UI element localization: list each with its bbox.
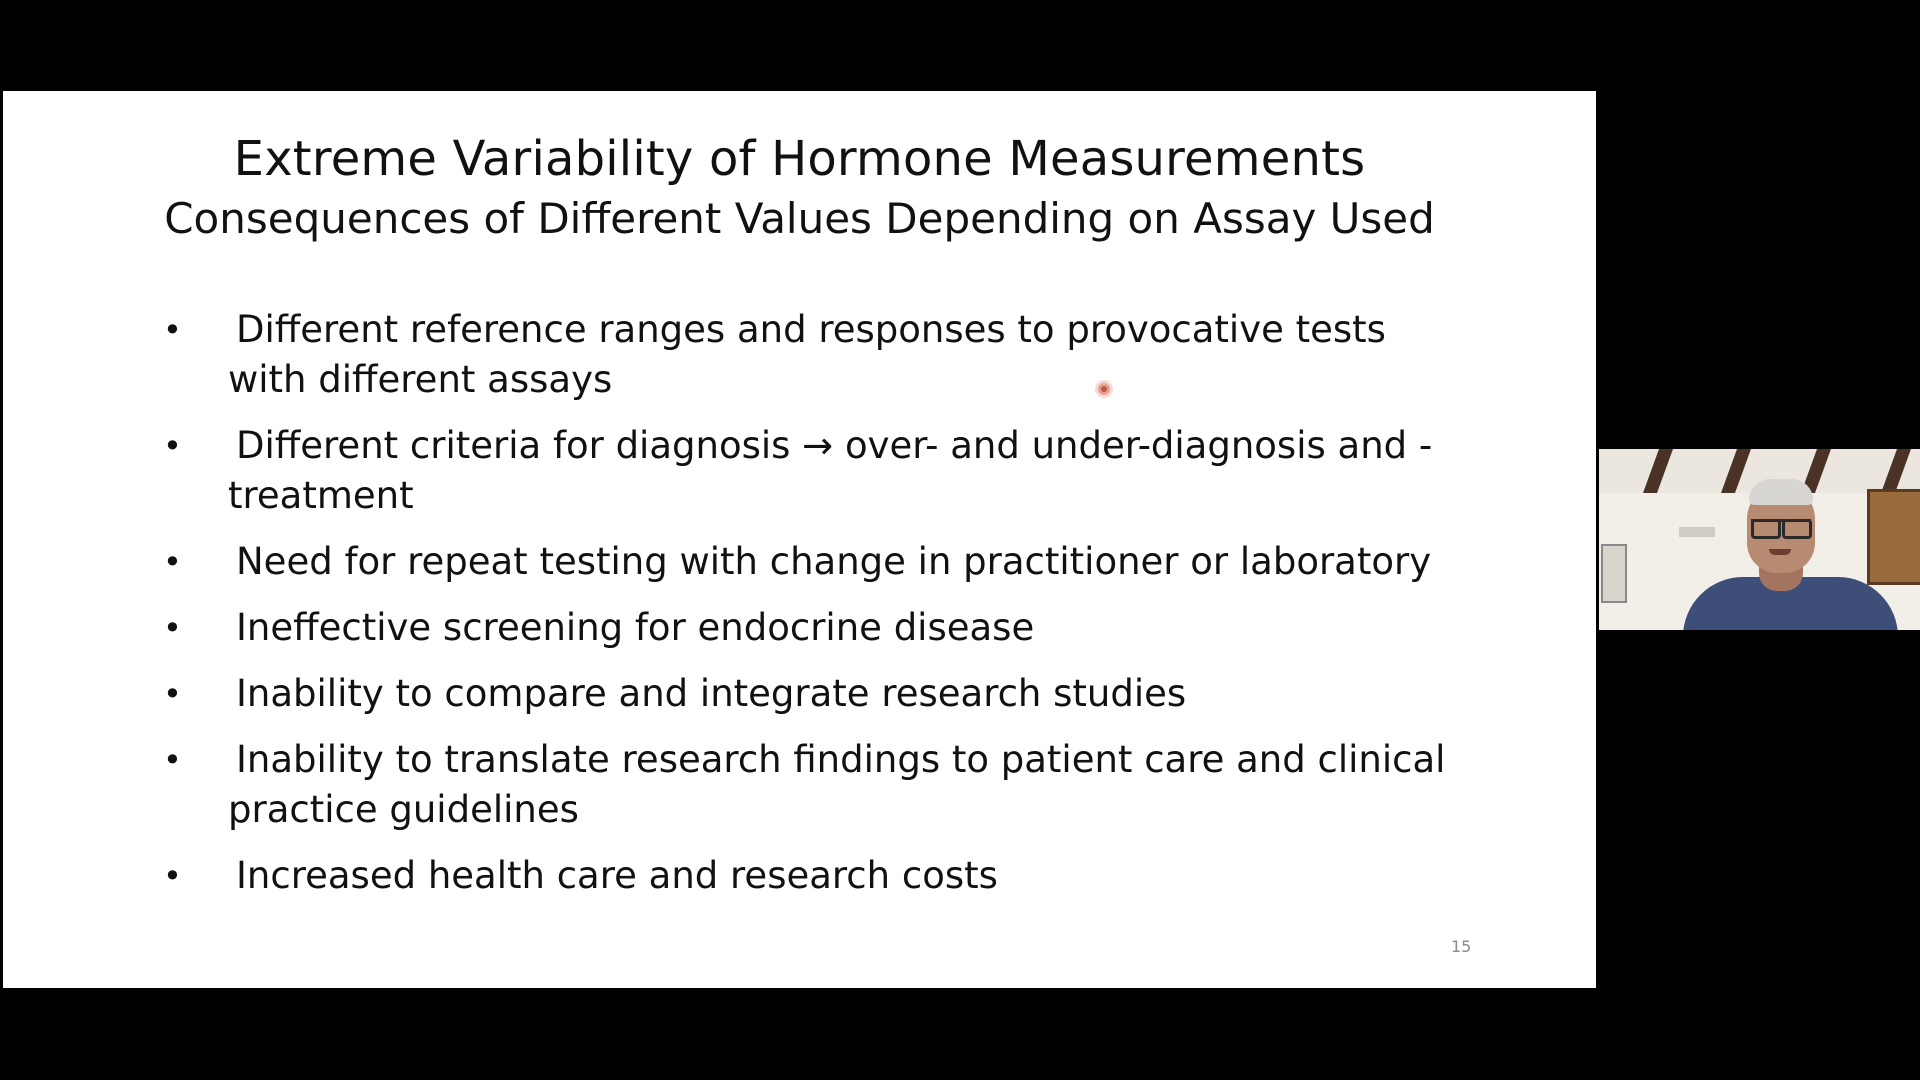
ceiling-beam: [1881, 449, 1911, 493]
presentation-slide: [3, 91, 1596, 988]
bulletin-board: [1867, 489, 1920, 585]
bullet-item: [163, 851, 1463, 901]
laser-pointer-icon: [1098, 383, 1110, 395]
bullet-text: Different reference ranges and responses to provocative tests with different assays: [228, 308, 1386, 401]
bullet-icon: •: [163, 311, 182, 349]
wall-frame: [1601, 544, 1627, 603]
bullet-text: Different criteria for diagnosis → over- and under-diagnosis and -treatment: [228, 424, 1433, 517]
presenter-hair: [1749, 479, 1813, 505]
slide-title: Extreme Variability of Hormone Measurements: [233, 131, 1366, 187]
slide-title-block: [3, 129, 1596, 249]
bullet-icon: •: [163, 675, 182, 713]
bullet-item: [163, 421, 1463, 521]
bullet-icon: •: [163, 543, 182, 581]
bullet-text: Inability to compare and integrate research studies: [236, 672, 1187, 715]
bullet-icon: •: [163, 609, 182, 647]
ceiling-beam: [1721, 449, 1751, 493]
bullet-item: [163, 603, 1463, 653]
wall-sign: [1679, 527, 1715, 537]
ceiling-beam: [1643, 449, 1673, 493]
bullet-icon: •: [163, 857, 182, 895]
bullet-text: Need for repeat testing with change in practitioner or laboratory: [236, 540, 1432, 583]
bullet-text: Increased health care and research costs: [236, 854, 998, 897]
slide-subtitle: Consequences of Different Values Depending on Assay Used: [164, 194, 1435, 243]
bullet-item: [163, 735, 1463, 835]
glasses-icon: [1751, 519, 1811, 536]
bullet-text: Ineffective screening for endocrine disease: [236, 606, 1035, 649]
slide-page-number: 15: [1451, 937, 1472, 956]
bullet-item: [163, 305, 1463, 405]
bullet-icon: •: [163, 427, 182, 465]
bullet-list: [163, 305, 1463, 917]
presenter-mouth: [1769, 549, 1791, 555]
webcam-video-feed[interactable]: [1599, 449, 1920, 630]
bullet-item: [163, 669, 1463, 719]
bullet-icon: •: [163, 741, 182, 779]
bullet-text: Inability to translate research findings to patient care and clinical practice guidelines: [228, 738, 1446, 831]
bullet-item: [163, 537, 1463, 587]
